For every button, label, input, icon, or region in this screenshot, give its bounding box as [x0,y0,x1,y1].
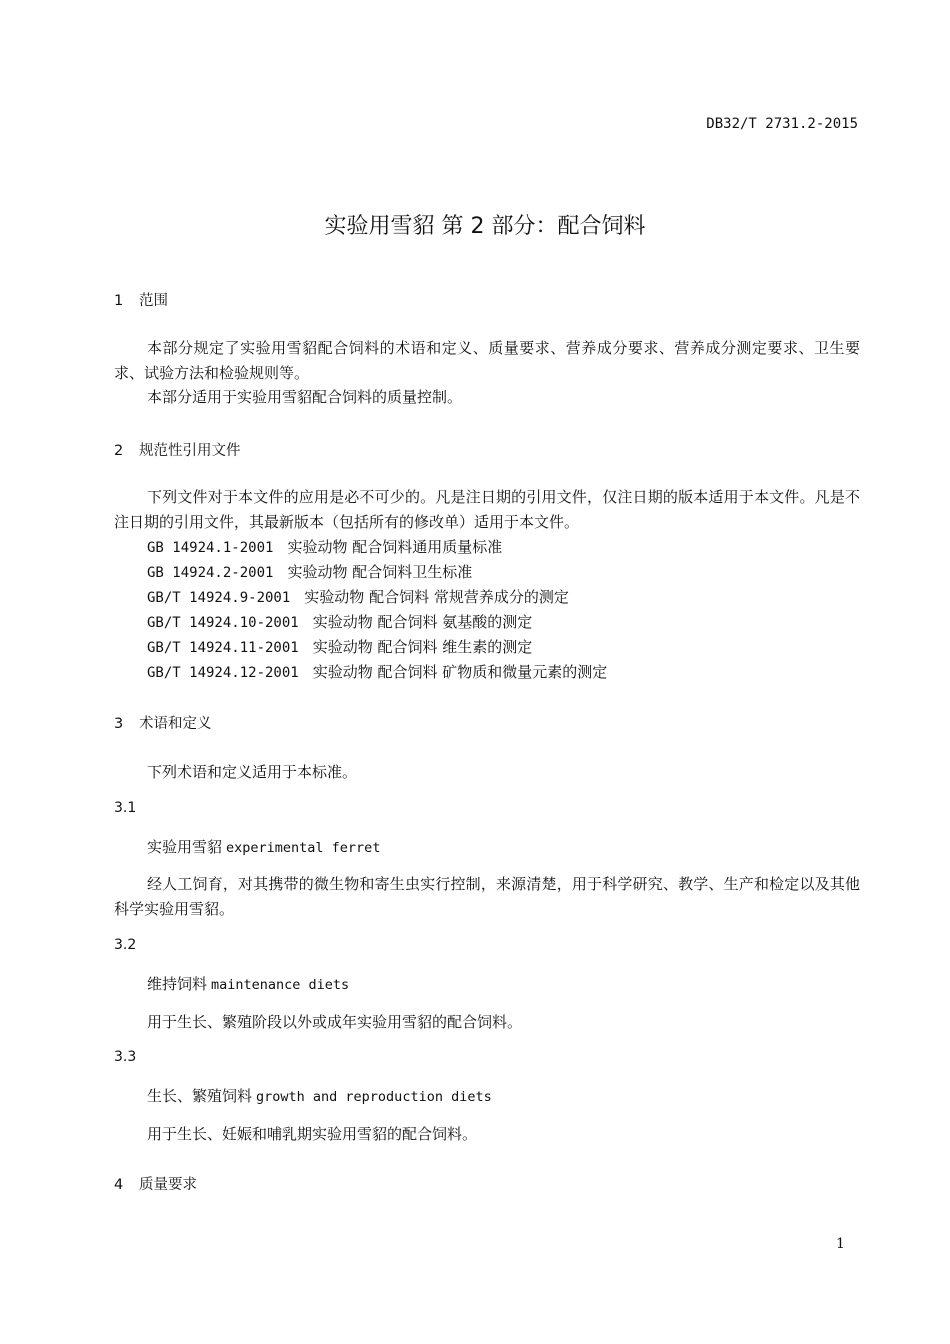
section-3-intro: 下列术语和定义适用于本标准。 [147,763,358,781]
reference-name: 实验动物 配合饲料卫生标准 [287,563,473,581]
reference-name: 实验动物 配合饲料 氨基酸的测定 [312,613,533,631]
term-definition: 用于生长、妊娠和哺乳期实验用雪貂的配合饲料。 [147,1125,478,1143]
page-number: 1 [836,1236,845,1252]
document-title: 实验用雪貂 第 2 部分：配合饲料 [324,214,646,239]
reference-item [147,611,532,632]
reference-name: 实验动物 配合饲料 矿物质和微量元素的测定 [312,663,608,681]
section-number: 3 [114,716,124,732]
document-code: DB32/T 2731.2-2015 [706,116,858,132]
term-number: 3.3 [114,1049,137,1065]
paragraph-text: 下列文件对于本文件的应用是必不可少的。凡是注日期的引用文件，仅注日期的版本适用于本文件。凡是不注日期的引用文件，其最新版本（包括所有的修改单）适用于本文件。 [114,488,860,531]
term-zh: 生长、繁殖饲料 [147,1087,253,1105]
term-zh: 维持饲料 [147,975,208,993]
section-1-heading [114,289,168,310]
section-1-applicability-paragraph: 本部分适用于实验用雪貂配合饲料的质量控制。 [147,388,463,406]
section-3-heading [114,712,212,733]
term-definition: 用于生长、繁殖阶段以外或成年实验用雪貂的配合饲料。 [147,1013,523,1031]
reference-item [147,661,607,682]
reference-code: GB/T 14924.10-2001 [147,615,299,631]
section-2-heading [114,439,241,460]
section-4-heading [114,1173,197,1194]
term-number: 3.1 [114,800,137,816]
term-en: maintenance diets [211,977,350,993]
section-title: 范围 [139,293,168,309]
reference-code: GB 14924.1-2001 [147,540,274,556]
term-heading [147,836,380,857]
reference-name: 实验动物 配合饲料通用质量标准 [287,538,503,556]
term-zh: 实验用雪貂 [147,838,223,856]
term-definition [114,872,860,922]
section-number: 1 [114,293,124,309]
reference-item [147,636,532,657]
term-heading [147,973,349,994]
reference-item [147,561,472,582]
section-title: 规范性引用文件 [139,443,241,459]
reference-code: GB/T 14924.11-2001 [147,640,299,656]
reference-code: GB/T 14924.12-2001 [147,665,299,681]
section-number: 2 [114,443,124,459]
paragraph-text: 本部分规定了实验用雪貂配合饲料的术语和定义、质量要求、营养成分要求、营养成分测定要求、卫生要求、试验方法和检验规则等。 [114,339,860,382]
term-en: growth and reproduction diets [256,1089,492,1105]
paragraph-text: 经人工饲育，对其携带的微生物和寄生虫实行控制，来源清楚，用于科学研究、教学、生产和检定以及其他科学实验用雪貂。 [114,875,860,918]
reference-item [147,536,502,557]
reference-code: GB 14924.2-2001 [147,565,274,581]
reference-name: 实验动物 配合饲料 维生素的测定 [312,638,533,656]
section-title: 术语和定义 [139,716,212,732]
reference-code: GB/T 14924.9-2001 [147,590,291,606]
term-heading [147,1085,492,1106]
section-number: 4 [114,1177,124,1193]
section-1-scope-paragraph [114,336,860,386]
term-number: 3.2 [114,937,137,953]
reference-item [147,586,569,607]
reference-name: 实验动物 配合饲料 常规营养成分的测定 [304,588,569,606]
section-2-intro-paragraph [114,485,860,535]
section-title: 质量要求 [139,1177,197,1193]
term-en: experimental ferret [226,840,381,856]
